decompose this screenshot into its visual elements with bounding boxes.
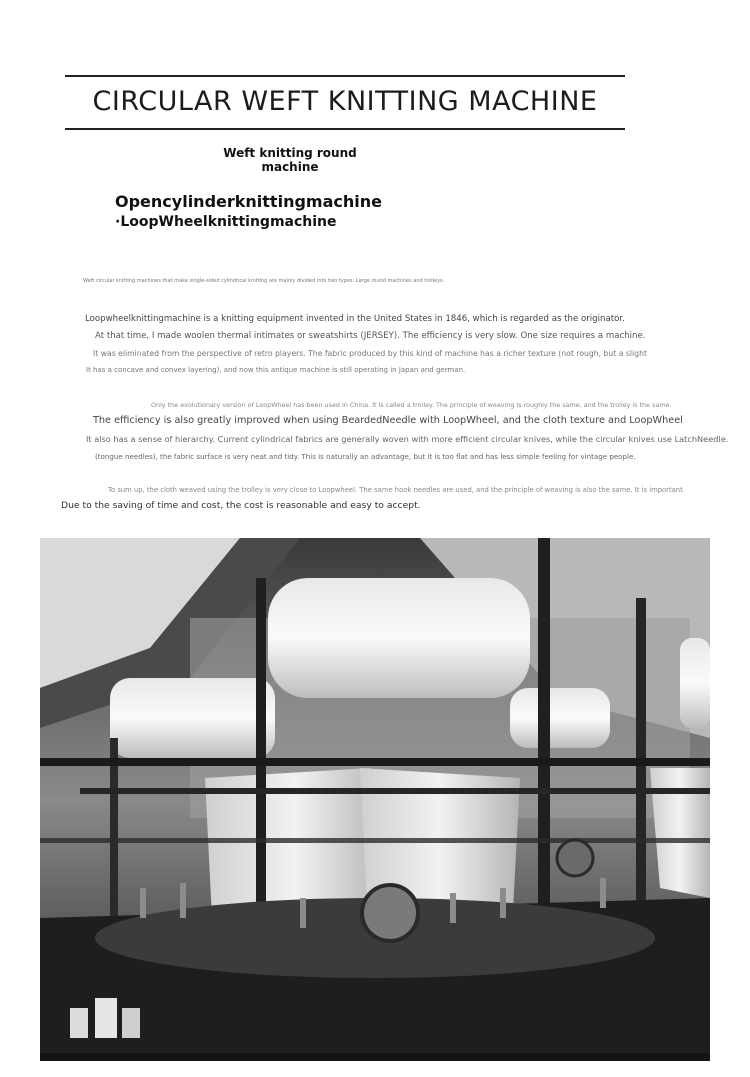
title-rule-bottom [65, 128, 625, 130]
knitting-machine-photo [40, 538, 710, 1061]
intro-note: Weft circular knitting machines that make single-sided cylindrical knitting are mainly divided into two types: Large round machines and trolleys. [83, 278, 445, 284]
paragraph2-line3: It also has a sense of hierarchy. Current cylindrical fabrics are generally woven with more efficient circular knives, while the circular knives use LatchNeedle. [86, 434, 729, 444]
paragraph2-line1: Only the evolutionary version of LoopWheel has been used in China. It is called a trolley. The principle of weaving is roughly the same, and the trolley is the same. [151, 401, 672, 409]
paragraph3-line1: To sum up, the cloth weaved using the trolley is very close to Loopwheel. The same hook needles are used, and the principle of weaving is also the same. It is important. [108, 486, 685, 494]
subtitle: Weft knitting round machine [223, 146, 357, 174]
paragraph2-line2: The efficiency is also greatly improved when using BeardedNeedle with LoopWheel, and the cloth texture and LoopWheel [93, 415, 683, 426]
paragraph3-line2: Due to the saving of time and cost, the cost is reasonable and easy to accept. [61, 500, 421, 511]
paragraph2-line4: (tongue needles), the fabric surface is very neat and tidy. This is naturally an advantage, but it is too flat and has less simple feeling for vintage people. [95, 452, 636, 461]
heading-loopwheel: ·LoopWheelknittingmachine [115, 214, 337, 230]
paragraph1-line4: It has a concave and convex layering), and now this antique machine is still operating in Japan and german. [86, 366, 466, 374]
page-title: CIRCULAR WEFT KNITTING MACHINE [92, 86, 598, 117]
paragraph1-line3: It was eliminated from the perspective of retro players. The fabric produced by this kind of machine has a richer texture (not rough, but a slight [93, 349, 647, 358]
paragraph1-line2: At that time, I made woolen thermal intimates or sweatshirts (JERSEY). The efficiency is very slow. One size requires a machine. [95, 331, 646, 341]
paragraph1-line1: Loopwheelknittingmachine is a knitting equipment invented in the United States in 1846, which is regarded as the originator. [85, 314, 625, 324]
heading-open-cylinder: Opencylinderknittingmachine [115, 192, 382, 211]
title-rule-top [65, 75, 625, 77]
